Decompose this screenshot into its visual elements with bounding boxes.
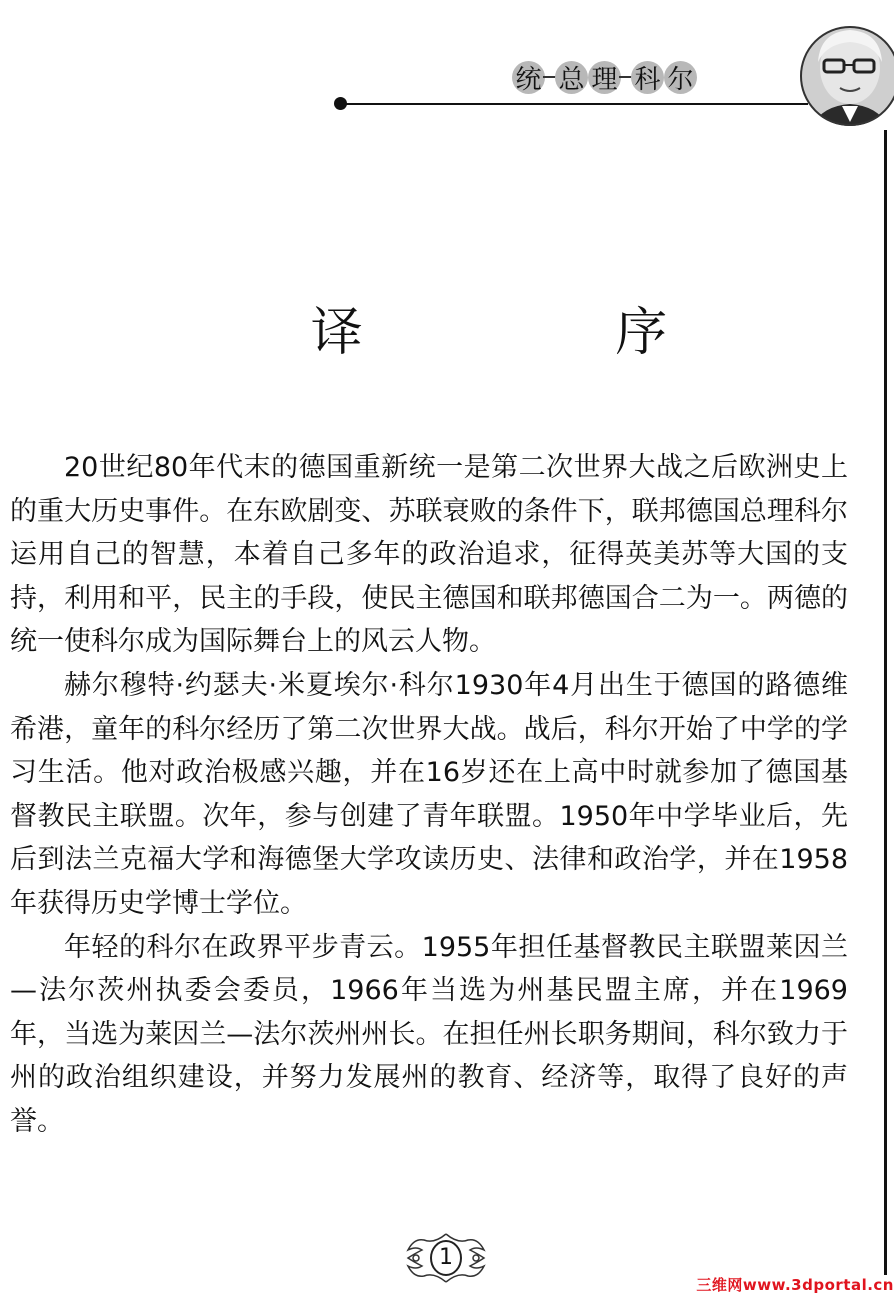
running-title-char: 总 (555, 61, 588, 94)
chapter-title: 译 序 (310, 303, 786, 363)
running-title-char: 科 (631, 61, 664, 94)
header-bullet (334, 97, 347, 110)
page-number: 1 (439, 1245, 453, 1270)
body-text (10, 446, 848, 1144)
portrait-image (800, 22, 894, 130)
paragraph: 年轻的科尔在政界平步青云。1955年担任基督教民主联盟莱因兰—法尔茨州执委会委员，1966年当选为州基民盟主席，并在1969年，当选为莱因兰—法尔茨州州长。在担任州长职务期间，科尔致力于州的政治组织建设，并努力发展州的教育、经济等，取得了良好的声誉。 (10, 931, 848, 1137)
paragraph: 20世纪80年代末的德国重新统一是第二次世界大战之后欧洲史上的重大历史事件。在东欧剧变、苏联衰败的条件下，联邦德国总理科尔运用自己的智慧，本着自己多年的政治追求，征得英美苏等大国的支持，利用和平，民主的手段，使民主德国和联邦德国合二为一。两德的统一使科尔成为国际舞台上的风云人物。 (10, 452, 848, 658)
running-title-char: 理 (588, 61, 621, 94)
running-title (512, 58, 697, 96)
paragraph: 赫尔穆特·约瑟夫·米夏埃尔·科尔1930年4月出生于德国的路德维希港，童年的科尔经历了第二次世界大战。战后，科尔开始了中学的学习生活。他对政治极感兴趣，并在16岁还在上高中时就参加了德国基督教民主联盟。次年，参与创建了青年联盟。1950年中学毕业后，先后到法兰克福大学和海德堡大学攻读历史、法律和政治学，并在1958年获得历史学博士学位。 (10, 669, 848, 919)
watermark: 三维网www.3dportal.cn (696, 1276, 894, 1294)
running-title-char: 尔 (664, 61, 697, 94)
running-title-char: 统 (512, 61, 545, 94)
header-line (338, 103, 808, 105)
